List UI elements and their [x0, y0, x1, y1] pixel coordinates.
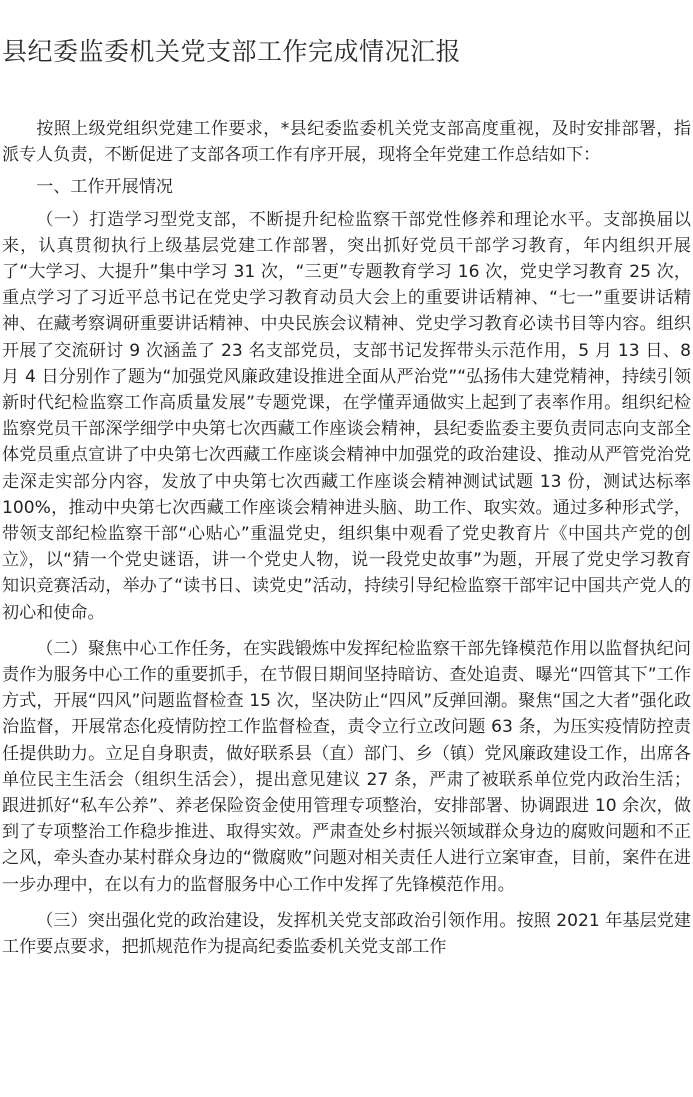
- body-paragraph: （一）打造学习型党支部，不断提升纪检监察干部党性修养和理论水平。支部换届以来，认真贯彻执行上级基层党建工作部署，突出抓好党员干部学习教育，年内组织开展了“大学习、大提升”集中学习 31 次，“三更”专题教育学习 16 次，党史学习教育 25 次，重点学习了习近平总书记在党史学习教育动员大会上的重要讲话精神、“七一”重要讲话精神、在藏考察调研重要讲话精神、中央民族会议精神、党史学习教育必读书目等内容。组织开展了交流研讨 9 次涵盖了 23 名支部党员，支部书记发挥带头示范作用，5 月 13 日、8 月 4 日分别作了题为“加强党风廉政建设推进全面从严治党”“弘扬伟大建党精神，持续引领新时代纪检监察工作高质量发展”专题党课，在学懂弄通做实上起到了表率作用。组织纪检监察党员干部深学细学中央第七次西藏工作座谈会精神，县纪委监委主要负责同志向支部全体党员重点宣讲了中央第七次西藏工作座谈会精神中加强党的政治建设、推动从严管党治党走深走实部分内容，发放了中央第七次西藏工作座谈会精神测试试题 13 份，测试达标率 100%，推动中央第七次西藏工作座谈会精神进头脑、助工作、取实效。通过多种形式学，带领支部纪检监察干部“心贴心”重温党史，组织集中观看了党史教育片《中国共产党的创立》，以“猜一个党史谜语，讲一个党史人物，说一段党史故事”为题，开展了党史学习教育知识竞赛活动，举办了“读书日、读党史”活动，持续引导纪检监察干部牢记中国共产党人的初心和使命。: [2, 209, 691, 623]
- document-title: 县纪委监委机关党支部工作完成情况汇报: [2, 37, 462, 66]
- body-paragraph: （二）聚焦中心工作任务，在实践锻炼中发挥纪检监察干部先锋模范作用以监督执纪问责作为服务中心工作的重要抓手，在节假日期间坚持暗访、查处追责、曝光“四管其下”工作方式，开展“四风”问题监督检查 15 次，坚决防止“四风”反弹回潮。聚焦“国之大者”强化政治监督，开展常态化疫情防控工作监督检查，责令立行立改问题 63 条，为压实疫情防控责任提供助力。立足自身职责，做好联系县（直）部门、乡（镇）党风廉政建设工作，出席各单位民主生活会（组织生活会），提出意见建议 27 条，严肃了被联系单位党内政治生活；跟进抓好“私车公养”、养老保险资金使用管理专项整治，安排部署、协调跟进 10 余次，做到了专项整治工作稳步推进、取得实效。严肃查处乡村振兴领域群众身边的腐败问题和不正之风，牵头查办某村群众身边的“微腐败”问题对相关责任人进行立案审查，目前，案件在进一步办理中，在以有力的监督服务中心工作中发挥了先锋模范作用。: [2, 638, 691, 895]
- document-body: [2, 116, 691, 960]
- section-heading: 一、工作开展情况: [36, 177, 173, 198]
- body-paragraph: （三）突出强化党的政治建设，发挥机关党支部政治引领作用。按照 2021 年基层党建工作要点要求，把抓规范作为提高纪委监委机关党支部工作: [2, 910, 691, 958]
- intro-paragraph: 按照上级党组织党建工作要求，*县纪委监委机关党支部高度重视，及时安排部署，指派专人负责，不断促进了支部各项工作有序开展，现将全年党建工作总结如下：: [2, 119, 691, 166]
